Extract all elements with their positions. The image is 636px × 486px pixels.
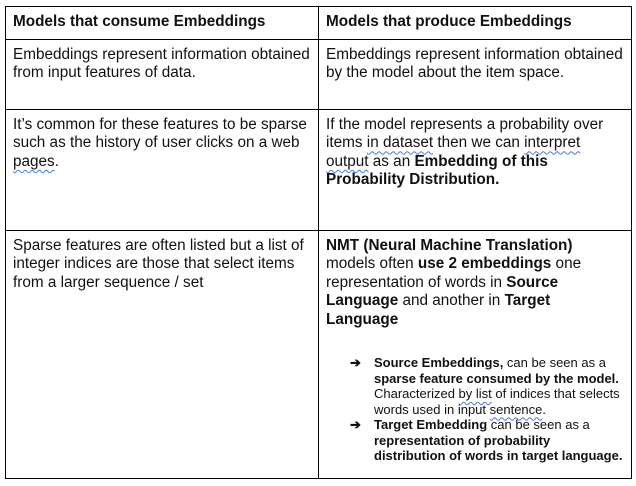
bold-text: NMT (Neural Machine Translation) bbox=[326, 237, 573, 254]
arrow-right-icon: ➔ bbox=[350, 417, 361, 433]
bold-text: Embedding of this Probability Distribution. bbox=[326, 152, 548, 189]
spellcheck-word[interactable]: pages bbox=[13, 152, 55, 170]
header-row bbox=[6, 7, 632, 40]
header-consume: Models that consume Embeddings bbox=[6, 7, 319, 40]
text: can be seen as a bbox=[487, 417, 590, 433]
cell-consume-1: Embeddings represent information obtained from input features of data. bbox=[6, 40, 319, 110]
table-row bbox=[6, 40, 632, 110]
bold-text: Source Language bbox=[326, 273, 559, 310]
text: Characterized bbox=[374, 386, 459, 402]
header-produce: Models that produce Embeddings bbox=[319, 7, 632, 40]
nmt-paragraph bbox=[326, 237, 624, 329]
text: It’s common for these features to be sparse such as the history of user clicks on a web bbox=[13, 116, 307, 152]
embeddings-comparison-table bbox=[5, 6, 632, 479]
text: and another in bbox=[398, 292, 505, 310]
bold-text: representation of probability distribution of words in target language. bbox=[374, 432, 623, 464]
text: then we can bbox=[433, 134, 525, 152]
bold-text: Target Embedding bbox=[374, 417, 488, 433]
bold-text: use 2 embeddings bbox=[417, 255, 552, 273]
cell-produce-3 bbox=[319, 231, 632, 479]
text: . bbox=[542, 401, 547, 417]
bold-text: Source Embeddings, bbox=[374, 355, 504, 371]
text: . bbox=[54, 152, 59, 170]
text: one representation of words in bbox=[326, 255, 582, 291]
text: If the model represents a probability over items bbox=[326, 116, 604, 152]
cell-consume-3: Sparse features are often listed but a list of integer indices are those that select items from a larger sequence / set bbox=[6, 231, 319, 479]
spellcheck-word[interactable]: sentence bbox=[489, 401, 543, 417]
text: of indices that selects words used in input bbox=[374, 386, 620, 417]
table-row bbox=[6, 110, 632, 231]
cell-consume-2 bbox=[6, 110, 319, 231]
spellcheck-word[interactable]: interpret output bbox=[326, 134, 581, 170]
list-item bbox=[350, 417, 624, 464]
cell-produce-1: Embeddings represent information obtained by the model about the item space. bbox=[319, 40, 632, 110]
text: can be seen as a bbox=[503, 355, 606, 371]
list-item bbox=[350, 355, 624, 417]
bold-text: Target Language bbox=[326, 292, 551, 328]
table-row bbox=[6, 231, 632, 479]
text: models often bbox=[326, 255, 418, 273]
spellcheck-word[interactable]: in dataset bbox=[366, 134, 434, 152]
cell-produce-2 bbox=[319, 110, 632, 231]
spellcheck-word[interactable]: by list bbox=[458, 386, 492, 402]
bullet-list bbox=[326, 355, 624, 464]
bold-text: sparse feature consumed by the model. bbox=[374, 370, 619, 386]
arrow-right-icon: ➔ bbox=[350, 355, 361, 371]
text: as an bbox=[368, 152, 415, 170]
